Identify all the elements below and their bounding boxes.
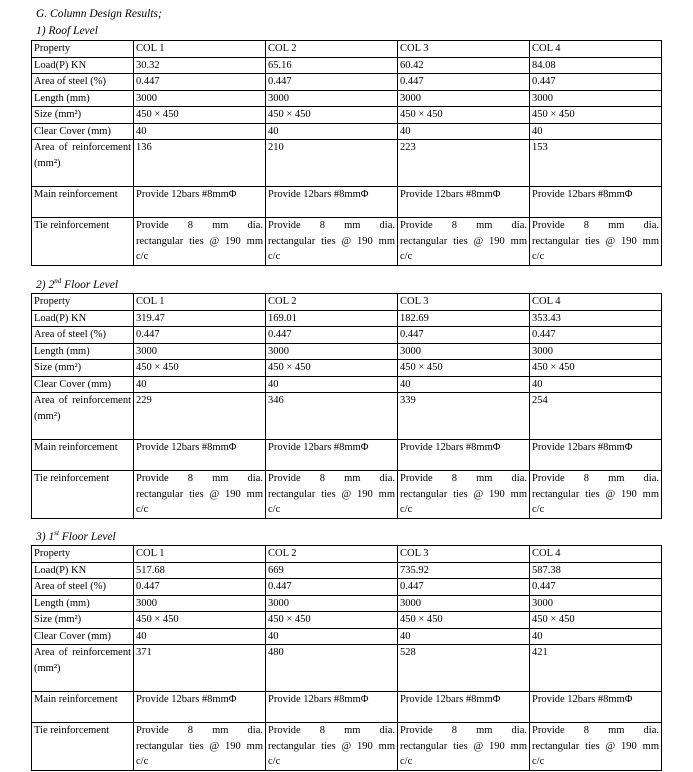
column-value-cell: Provide 8 mm dia. rectangular ties @ 190 mm c/c <box>398 218 530 266</box>
column-value-cell: 3000 <box>398 343 530 360</box>
property-label-cell: Area of reinforcement (mm²) <box>32 645 134 692</box>
column-value-cell: 40 <box>398 376 530 393</box>
column-value-cell: COL 2 <box>266 294 398 311</box>
clear-cover-row <box>32 376 662 393</box>
property-label-cell: Main reinforcement <box>32 187 134 218</box>
property-label-cell: Property <box>32 546 134 563</box>
size-row <box>32 360 662 377</box>
property-label-cell: Tie reinforcement <box>32 471 134 519</box>
column-value-cell: 60.42 <box>398 57 530 74</box>
column-value-cell: Provide 8 mm dia. rectangular ties @ 190 mm c/c <box>134 471 266 519</box>
column-value-cell: COL 3 <box>398 546 530 563</box>
property-label-cell: Tie reinforcement <box>32 218 134 266</box>
main-reinforcement-row <box>32 440 662 471</box>
column-value-cell: 40 <box>530 123 662 140</box>
column-value-cell: 254 <box>530 393 662 440</box>
column-value-cell: 450 × 450 <box>266 360 398 377</box>
tie-reinforcement-row <box>32 723 662 771</box>
length-row <box>32 90 662 107</box>
tie-reinforcement-row <box>32 218 662 266</box>
column-value-cell: 3000 <box>530 595 662 612</box>
clear-cover-row <box>32 123 662 140</box>
column-value-cell: 421 <box>530 645 662 692</box>
column-value-cell: 3000 <box>530 343 662 360</box>
header-row <box>32 41 662 58</box>
column-value-cell: 3000 <box>530 90 662 107</box>
column-value-cell: 450 × 450 <box>398 360 530 377</box>
column-value-cell: 0.447 <box>530 74 662 91</box>
main-reinforcement-row <box>32 187 662 218</box>
property-label-cell: Property <box>32 41 134 58</box>
property-label-cell: Clear Cover (mm) <box>32 628 134 645</box>
column-value-cell: Provide 8 mm dia. rectangular ties @ 190 mm c/c <box>266 723 398 771</box>
column-value-cell: Provide 12bars #8mmΦ <box>530 692 662 723</box>
first-floor-table <box>31 545 662 771</box>
column-value-cell: COL 1 <box>134 546 266 563</box>
column-value-cell: 169.01 <box>266 310 398 327</box>
steel-area-row <box>32 327 662 344</box>
property-label-cell: Size (mm²) <box>32 107 134 124</box>
load-row <box>32 57 662 74</box>
column-value-cell: 0.447 <box>398 74 530 91</box>
column-value-cell: COL 1 <box>134 41 266 58</box>
property-label-cell: Length (mm) <box>32 595 134 612</box>
property-label-cell: Size (mm²) <box>32 612 134 629</box>
header-row <box>32 546 662 563</box>
column-value-cell: 669 <box>266 562 398 579</box>
column-value-cell: Provide 12bars #8mmΦ <box>134 440 266 471</box>
column-value-cell: Provide 12bars #8mmΦ <box>530 440 662 471</box>
main-reinforcement-row <box>32 692 662 723</box>
column-value-cell: Provide 12bars #8mmΦ <box>134 692 266 723</box>
section-title-1st-floor: 3) 1st Floor Level <box>36 529 116 543</box>
column-value-cell: 3000 <box>398 595 530 612</box>
size-row <box>32 612 662 629</box>
column-value-cell: 0.447 <box>266 579 398 596</box>
column-value-cell: Provide 8 mm dia. rectangular ties @ 190 mm c/c <box>398 723 530 771</box>
column-value-cell: 65.16 <box>266 57 398 74</box>
column-value-cell: 346 <box>266 393 398 440</box>
column-value-cell: 30.32 <box>134 57 266 74</box>
roof-level-table <box>31 40 662 266</box>
column-value-cell: 371 <box>134 645 266 692</box>
column-value-cell: 136 <box>134 140 266 187</box>
column-value-cell: 3000 <box>266 595 398 612</box>
clear-cover-row <box>32 628 662 645</box>
column-value-cell: Provide 12bars #8mmΦ <box>266 440 398 471</box>
column-value-cell: 450 × 450 <box>134 612 266 629</box>
column-value-cell: Provide 8 mm dia. rectangular ties @ 190 mm c/c <box>266 218 398 266</box>
size-row <box>32 107 662 124</box>
header-row <box>32 294 662 311</box>
column-value-cell: 182.69 <box>398 310 530 327</box>
column-value-cell: COL 4 <box>530 294 662 311</box>
column-value-cell: 0.447 <box>530 579 662 596</box>
column-value-cell: 223 <box>398 140 530 187</box>
steel-area-row <box>32 579 662 596</box>
column-value-cell: 0.447 <box>266 74 398 91</box>
column-value-cell: Provide 12bars #8mmΦ <box>398 440 530 471</box>
column-value-cell: 0.447 <box>134 74 266 91</box>
property-label-cell: Main reinforcement <box>32 692 134 723</box>
tie-reinforcement-row <box>32 471 662 519</box>
column-value-cell: 40 <box>134 123 266 140</box>
column-value-cell: COL 3 <box>398 294 530 311</box>
second-floor-table <box>31 293 662 519</box>
column-value-cell: 450 × 450 <box>530 360 662 377</box>
property-label-cell: Load(P) KN <box>32 562 134 579</box>
column-value-cell: Provide 8 mm dia. rectangular ties @ 190 mm c/c <box>134 218 266 266</box>
steel-area-row <box>32 74 662 91</box>
property-label-cell: Clear Cover (mm) <box>32 376 134 393</box>
column-value-cell: 450 × 450 <box>266 612 398 629</box>
property-label-cell: Clear Cover (mm) <box>32 123 134 140</box>
column-value-cell: 84.08 <box>530 57 662 74</box>
column-value-cell: 450 × 450 <box>134 107 266 124</box>
column-value-cell: 40 <box>266 123 398 140</box>
column-value-cell: 3000 <box>134 595 266 612</box>
column-value-cell: Provide 12bars #8mmΦ <box>530 187 662 218</box>
column-value-cell: Provide 8 mm dia. rectangular ties @ 190 mm c/c <box>134 723 266 771</box>
column-value-cell: 450 × 450 <box>134 360 266 377</box>
section-title-roof: 1) Roof Level <box>36 25 98 37</box>
column-value-cell: 0.447 <box>266 327 398 344</box>
column-value-cell: 40 <box>530 376 662 393</box>
column-value-cell: 450 × 450 <box>398 107 530 124</box>
column-value-cell: 0.447 <box>134 327 266 344</box>
column-value-cell: 450 × 450 <box>266 107 398 124</box>
column-value-cell: 40 <box>398 628 530 645</box>
column-value-cell: COL 2 <box>266 546 398 563</box>
column-value-cell: Provide 12bars #8mmΦ <box>266 187 398 218</box>
length-row <box>32 343 662 360</box>
reinforcement-area-row <box>32 140 662 187</box>
column-value-cell: COL 2 <box>266 41 398 58</box>
column-value-cell: 517.68 <box>134 562 266 579</box>
reinforcement-area-row <box>32 645 662 692</box>
property-label-cell: Size (mm²) <box>32 360 134 377</box>
length-row <box>32 595 662 612</box>
column-value-cell: 0.447 <box>134 579 266 596</box>
column-value-cell: 153 <box>530 140 662 187</box>
property-label-cell: Area of steel (%) <box>32 579 134 596</box>
property-label-cell: Area of reinforcement (mm²) <box>32 140 134 187</box>
property-label-cell: Length (mm) <box>32 90 134 107</box>
column-value-cell: COL 4 <box>530 546 662 563</box>
column-value-cell: 480 <box>266 645 398 692</box>
column-value-cell: 450 × 450 <box>530 107 662 124</box>
column-value-cell: 319.47 <box>134 310 266 327</box>
property-label-cell: Load(P) KN <box>32 57 134 74</box>
column-value-cell: 3000 <box>266 343 398 360</box>
column-value-cell: COL 4 <box>530 41 662 58</box>
column-value-cell: 735.92 <box>398 562 530 579</box>
column-value-cell: Provide 12bars #8mmΦ <box>398 692 530 723</box>
property-label-cell: Load(P) KN <box>32 310 134 327</box>
column-value-cell: 229 <box>134 393 266 440</box>
property-label-cell: Main reinforcement <box>32 440 134 471</box>
column-value-cell: Provide 8 mm dia. rectangular ties @ 190 mm c/c <box>530 723 662 771</box>
column-value-cell: 0.447 <box>398 579 530 596</box>
column-value-cell: 353.43 <box>530 310 662 327</box>
load-row <box>32 562 662 579</box>
column-value-cell: 40 <box>266 376 398 393</box>
property-label-cell: Area of steel (%) <box>32 74 134 91</box>
column-value-cell: 587.38 <box>530 562 662 579</box>
column-value-cell: 40 <box>134 628 266 645</box>
column-value-cell: 0.447 <box>530 327 662 344</box>
column-value-cell: 210 <box>266 140 398 187</box>
load-row <box>32 310 662 327</box>
column-value-cell: 450 × 450 <box>398 612 530 629</box>
column-value-cell: 3000 <box>134 90 266 107</box>
column-value-cell: 3000 <box>266 90 398 107</box>
column-value-cell: Provide 8 mm dia. rectangular ties @ 190 mm c/c <box>398 471 530 519</box>
column-value-cell: Provide 12bars #8mmΦ <box>134 187 266 218</box>
property-label-cell: Tie reinforcement <box>32 723 134 771</box>
section-title-2nd-floor: 2) 2nd Floor Level <box>36 277 119 291</box>
column-value-cell: Provide 8 mm dia. rectangular ties @ 190 mm c/c <box>530 471 662 519</box>
column-value-cell: 339 <box>398 393 530 440</box>
column-value-cell: 40 <box>134 376 266 393</box>
column-value-cell: COL 1 <box>134 294 266 311</box>
column-value-cell: 40 <box>266 628 398 645</box>
column-value-cell: COL 3 <box>398 41 530 58</box>
column-value-cell: 3000 <box>398 90 530 107</box>
column-value-cell: 0.447 <box>398 327 530 344</box>
property-label-cell: Area of reinforcement (mm²) <box>32 393 134 440</box>
column-value-cell: 450 × 450 <box>530 612 662 629</box>
document-heading: G. Column Design Results; <box>36 8 162 20</box>
column-value-cell: 528 <box>398 645 530 692</box>
column-value-cell: 40 <box>398 123 530 140</box>
column-value-cell: Provide 12bars #8mmΦ <box>398 187 530 218</box>
reinforcement-area-row <box>32 393 662 440</box>
column-value-cell: 40 <box>530 628 662 645</box>
column-value-cell: Provide 8 mm dia. rectangular ties @ 190 mm c/c <box>266 471 398 519</box>
property-label-cell: Length (mm) <box>32 343 134 360</box>
property-label-cell: Area of steel (%) <box>32 327 134 344</box>
column-value-cell: Provide 8 mm dia. rectangular ties @ 190 mm c/c <box>530 218 662 266</box>
column-value-cell: Provide 12bars #8mmΦ <box>266 692 398 723</box>
property-label-cell: Property <box>32 294 134 311</box>
column-value-cell: 3000 <box>134 343 266 360</box>
